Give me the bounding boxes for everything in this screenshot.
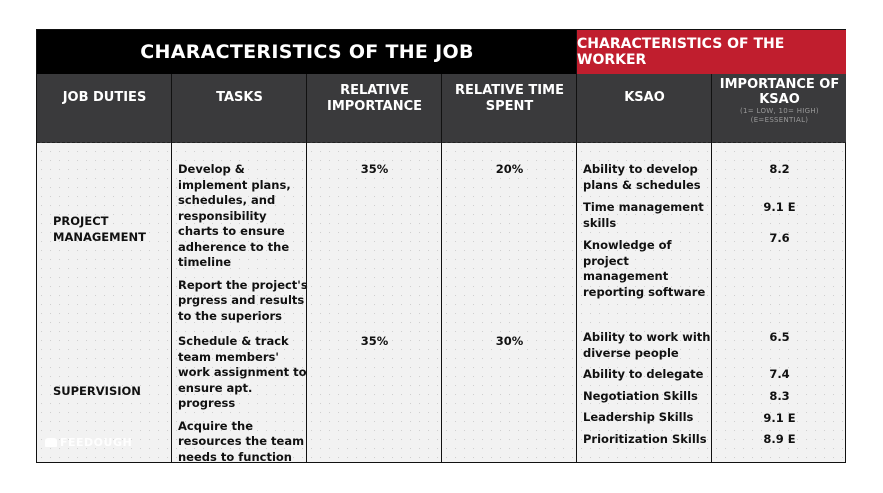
ksao-list-project-management [583,162,713,307]
relative-importance-value: 35% [360,334,389,348]
column-divider [576,30,577,462]
job-duty-supervision: SUPERVISION [53,384,141,398]
task-item: Develop & implement plans, schedules, and responsibility charts to ensure adherence to the timeline [178,162,291,269]
ksao-importance-list-project-management [712,162,847,247]
relative-time-spent-value: 20% [495,162,524,176]
ksao-item: Prioritization Skills [583,431,707,446]
column-header-tasks: TASKS [216,90,263,105]
worker-characteristics-banner: CHARACTERISTICS OF THE WORKER [577,30,846,74]
ksao-importance-value: 9.1 E [763,200,796,214]
task-item: Report the project's prgress and results to the superiors [178,277,308,323]
ksao-list-supervision [583,330,713,453]
ksao-item: Negotiation Skills [583,388,698,403]
ksao-scale-note: (1= LOW, 10= HIGH) [740,107,819,115]
ksao-importance-value: 8.9 E [763,432,796,446]
column-header-job-duties: JOB DUTIES [62,90,147,105]
ksao-importance-value: 9.1 E [763,411,796,425]
job-characteristics-banner: CHARACTERISTICS OF THE JOB [37,30,577,74]
ksao-item: Leadership Skills [583,410,694,424]
task-item: Schedule & track team members' work assignment to ensure apt. progress [178,334,307,410]
ksao-importance-value: 7.4 [769,367,790,381]
job-analysis-table [36,29,846,463]
ksao-item: Ability to develop plans & schedules [583,162,701,192]
ksao-item: Ability to delegate [583,367,704,381]
feedough-watermark [45,436,132,449]
column-header-ksao-importance [712,74,847,142]
ksao-importance-label: IMPORTANCE OF KSAO [719,77,840,107]
tasks-project-management [178,162,308,331]
ksao-importance-value: 8.3 [769,389,790,403]
column-divider [171,74,172,462]
feedough-logo-icon [45,438,57,447]
ksao-item: Time management skills [583,200,704,230]
job-duty-project-management: PROJECT MANAGEMENT [53,214,146,244]
ksao-importance-list-supervision [712,330,847,448]
column-divider [441,74,442,462]
column-header-relative-importance: RELATIVE IMPORTANCE [327,83,422,114]
tasks-supervision [178,334,308,472]
relative-importance-value: 35% [360,162,389,176]
ksao-item: Knowledge of project management reporting software [583,238,706,299]
ksao-importance-value: 8.2 [769,162,790,176]
task-item: Acquire the resources the team needs to function [178,418,305,464]
column-header-ksao: KSAO [624,90,665,105]
ksao-item: Ability to work with diverse people [583,330,711,360]
relative-time-spent-value: 30% [495,334,524,348]
ksao-importance-value: 7.6 [769,231,790,245]
ksao-essential-note: (E=ESSENTIAL) [750,116,809,124]
ksao-importance-value: 6.5 [769,330,790,344]
column-header-relative-time-spent: RELATIVE TIME SPENT [455,83,564,114]
watermark-text: FEEDOUGH [60,436,133,449]
